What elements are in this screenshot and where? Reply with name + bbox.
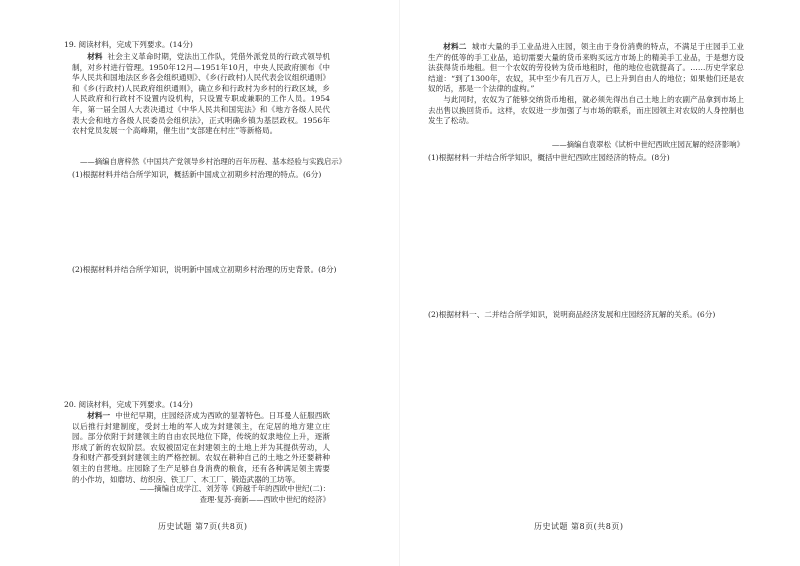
q20-material1-text: 中世纪早期，庄园经济成为西欧的显著特色。日耳曼人征服西欧以后推行封建制度，受封土地的军人成为封建领主，在定居的地方建立庄园。部分依附于封建领主的自由农民地位下降，传统的奴隶地位上升，逐渐形成了新的农奴阶层。农奴被固定在封建领主的土地上并为其提供劳动，人身和财产都受到封建领主的严格控制。农奴在耕种自己的土地之外还要耕种领主的自营地。庄园除了生产足够自身消费的粮食，还有各种满足领主需要的小作坊，如磨坊、纺织房、铁工厂、木工厂、锻造武器的工坊等。 [72,411,331,484]
right-sub1: (1)根据材料一并结合所学知识，概括中世纪西欧庄园经济的特点。(8分) [428,153,670,162]
material2-label: 材料二 [443,42,467,51]
left-page-footer: 历史试题 第7页(共8页) [158,522,248,531]
right-sub2: (2)根据材料一、二并结合所学知识，说明商品经济发展和庄园经济瓦解的关系。(6分) [428,310,716,319]
q20-source-line1: ——摘编自成学江、刘芳等《跨越千年的西欧中世纪(二)： [139,484,330,493]
q19-sub2: (2)根据材料并结合所学知识，说明新中国成立初期乡村治理的历史背景。(8分) [72,265,337,274]
q19-sub1: (1)根据材料并结合所学知识，概括新中国成立初期乡村治理的特点。(6分) [72,170,322,179]
material2 [428,42,744,127]
material2-text2: 与此同时，农奴为了能够交纳货币地租，就必须先得出自己土地上的农副产品拿到市场上去出售以换回货币。这样，农奴进一步加强了与市场的联系，而庄园领主对农奴的人身控制也发生了松动。 [428,94,744,126]
q20-material1 [72,411,330,485]
material2-source: ——摘编自袁翠松《试析中世纪西欧庄园瓦解的经济影响》 [551,140,744,149]
q19-material-text: 社会主义革命时期，党法出工作队，凭借外派党员的行政式领导机制，对乡村进行管理。1950年12月—1951年10月，中央人民政府颁布《中华人民共和国地法区乡各会组织通则》、《乡(行政村)人民代表会议组织通则》和《乡(行政村)人民政府组织通则》，确立乡和行政村为乡村的行政区域，乡人民政府和行政村不设置内设机构，只设置专职或兼职的工作人员。1954年，第一届全国人大表决通过《中华人民共和国宪法》和《地方各级人民代表大会和地方各级人民委员会组织法》，正式明确乡镇为基层政权。1956年农村党员发展一个高峰期，催生出“支部建在村庄”等新格局。 [72,52,331,136]
material2-text: 城市大量的手工业品进入庄园，领主由于身份消费的特点，不满足于庄园手工业生产的低等的手工业品，追切需要大量的货币来购买远方市场上的精美手工业品，于是想方设法获得货币地租。但一个农奴的劳役转为货币地租时，他的地位也就提高了。……历史学家总结道：“到了1300年，农奴，其中至少有几百万人，已上升到自由人的地位；如果他们还是农奴的话，那是一个法律的虚构。” [428,42,745,94]
q19-material [72,52,330,137]
q19-source: ——摘编自唐梓然《中国共产党领导乡村治理的百年历程、基本经验与实践启示》 [80,157,347,166]
right-page [400,0,800,566]
q20-material1-label: 材料一 [87,411,111,420]
q19-title: 19. 阅读材料，完成下列要求。(14分) [64,40,193,49]
q20-title: 20. 阅读材料，完成下列要求。(14分) [64,400,193,409]
right-page-footer: 历史试题 第8页(共8页) [534,522,624,531]
q20-source-line2: 查理·复苏·商新——西欧中世纪的经济》 [199,495,330,504]
q19-material-label: 材料 [87,52,103,61]
